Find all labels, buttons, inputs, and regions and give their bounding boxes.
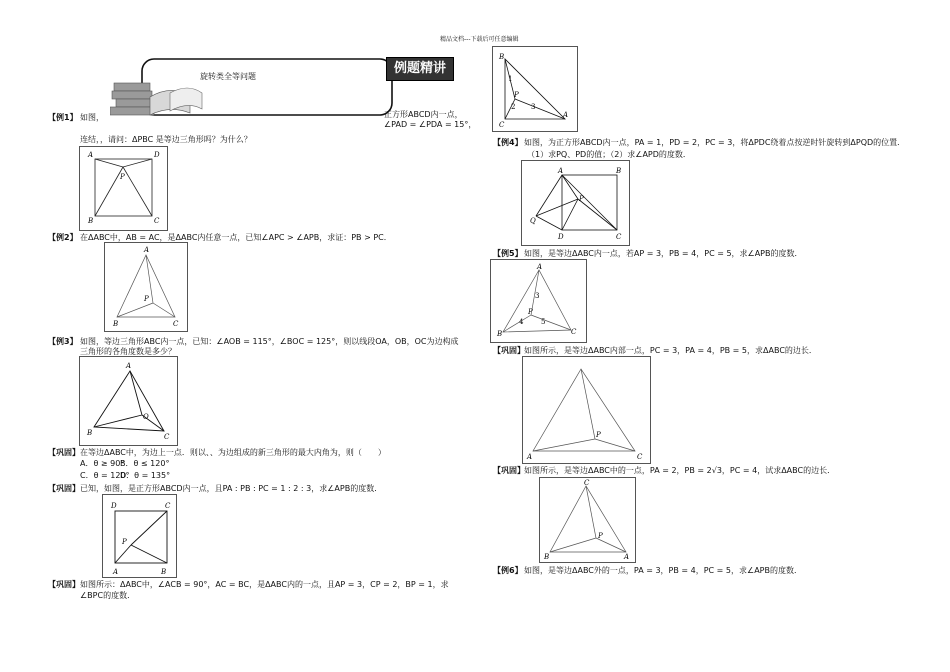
books-illustration <box>110 57 400 119</box>
label-P: P <box>144 295 149 303</box>
title-banner <box>110 57 400 119</box>
label-C: C <box>165 502 171 510</box>
label-P: P <box>122 538 127 546</box>
label-A: A <box>527 453 533 461</box>
label-P: P <box>596 431 601 439</box>
figure-gg4 <box>522 356 651 464</box>
label-C: C <box>637 453 643 461</box>
figure-gg2 <box>102 494 177 578</box>
num-4: 4 <box>519 318 524 326</box>
ex2-tag: 【例2】 <box>48 233 78 242</box>
ex1-right: 正方形ABCD内一点， <box>384 110 463 119</box>
label-B: B <box>88 217 94 225</box>
ex4-tag: 【例4】 <box>493 138 523 147</box>
label-C: C <box>571 328 577 336</box>
label-A: A <box>88 151 94 159</box>
label-A: A <box>113 568 119 576</box>
page-title: 旋转类全等问题 <box>200 72 256 81</box>
ex2-text: 在ΔABC中，AB = AC，是ΔABC内任意一点，已知∠APC > ∠APB，求证：PB > PC． <box>80 233 392 242</box>
label-B: B <box>497 330 503 338</box>
header-note: 精品文档---下载后可任意编辑 <box>440 36 519 43</box>
label-D: D <box>154 151 160 159</box>
label-C: C <box>499 121 505 129</box>
gg3-tag: 【巩固】 <box>48 580 80 589</box>
num-5: 5 <box>541 318 546 326</box>
label-B: B <box>544 553 550 561</box>
label-C: C <box>173 320 179 328</box>
figure-ex2 <box>104 242 188 332</box>
label-D: D <box>558 233 564 241</box>
gg1-opt-c: C．θ = 120° <box>80 471 130 480</box>
gg1-opt-a: A．θ ≥ 90° <box>80 459 125 468</box>
ex1-line2: 连结，，请问：ΔPBC 是等边三角形吗？为什么？ <box>80 135 252 144</box>
label-C: C <box>164 433 170 441</box>
label-A: A <box>558 167 564 175</box>
ex5-tag: 【例5】 <box>493 249 523 258</box>
label-B: B <box>161 568 167 576</box>
gg5-text: 如图所示，是等边ΔABC中的一点，PA = 2，PB = 2√3，PC = 4，试求ΔABC的边长． <box>524 466 836 475</box>
gg3-text: 如图所示：ΔABC中，∠ACB = 90°，AC = BC，是ΔABC内的一点，且AP = 3，CP = 2，BP = 1，求 <box>80 580 449 589</box>
gg2-text: 已知，如图，是正方形ABCD内一点，且PA : PB : PC = 1 : 2 : 3，求∠APB的度数． <box>80 484 383 493</box>
figure-ex3 <box>79 356 178 446</box>
gg1-tag: 【巩固】 <box>48 448 80 457</box>
ex4-text: 如图，为正方形ABCD内一点，PA = 1，PD = 2，PC = 3，将ΔPDC绕着点按逆时针旋转到ΔPQD的位置． <box>524 138 906 147</box>
label-C: C <box>616 233 622 241</box>
ex5-text: 如图，是等边ΔABC内一点，若AP = 3，PB = 4，PC = 5，求∠APB的度数． <box>524 249 803 258</box>
label-B: B <box>87 429 93 437</box>
figure-ex5 <box>490 259 587 343</box>
figure-ex4-top <box>492 46 578 132</box>
label-B: B <box>616 167 622 175</box>
figure-ex4 <box>521 160 630 246</box>
ex3-text: 如图，等边三角形ABC内一点，已知：∠AOB = 115°，∠BOC = 125°，则以线段OA，OB，OC为边构成 <box>80 337 459 346</box>
ex6-tag: 【例6】 <box>493 566 523 575</box>
label-A: A <box>144 246 150 254</box>
gg2-tag: 【巩固】 <box>48 484 80 493</box>
label-P: P <box>120 173 125 181</box>
num-1: 1 <box>508 75 513 83</box>
label-A: A <box>126 362 132 370</box>
ex3-line2: 三角形的各角度数是多少？ <box>80 347 176 356</box>
gg1-opt-d: D．θ = 135° <box>120 471 171 480</box>
gg4-text: 如图所示，是等边ΔABC内部一点，PC = 3，PA = 4，PB = 5，求ΔABC的边长． <box>524 346 817 355</box>
label-P: P <box>579 195 584 203</box>
label-O: O <box>143 413 149 421</box>
label-A: A <box>537 263 543 271</box>
ex6-text: 如图，是等边ΔABC外的一点，PA = 3，PB = 4，PC = 5，求∠APB的度数． <box>524 566 802 575</box>
ex1-text: 如图， <box>80 113 104 122</box>
label-Q: Q <box>530 217 536 225</box>
label-A: A <box>563 111 569 119</box>
label-P: P <box>598 532 603 540</box>
label-B: B <box>499 53 505 61</box>
section-logo: 例题精讲 <box>386 57 454 81</box>
figure-ex1 <box>79 146 168 231</box>
gg1-text: 在等边ΔABC中，为边上一点．则以、、为边组成的新三角形的最大内角为，则（ ） <box>80 448 386 457</box>
ex4-line2: （1）求PQ、PD的值；（2）求∠APD的度数． <box>527 150 691 159</box>
label-C: C <box>154 217 160 225</box>
label-B: B <box>113 320 119 328</box>
gg5-tag: 【巩固】 <box>493 466 525 475</box>
label-P: P <box>528 308 533 316</box>
ex1-right2: ∠PAD = ∠PDA = 15°， <box>384 120 477 129</box>
gg3-line2: ∠BPC的度数． <box>80 591 136 600</box>
num-3: 3 <box>531 103 536 111</box>
label-D: D <box>111 502 117 510</box>
gg1-opt-b: B．θ ≤ 120° <box>120 459 170 468</box>
ex1-tag: 【例1】 <box>48 113 78 122</box>
label-C: C <box>584 479 590 487</box>
num-2: 2 <box>511 103 516 111</box>
num-3: 3 <box>535 292 540 300</box>
label-A: A <box>624 553 630 561</box>
figure-gg5 <box>539 477 636 563</box>
label-P: P <box>514 91 519 99</box>
gg4-tag: 【巩固】 <box>493 346 525 355</box>
ex3-tag: 【例3】 <box>48 337 78 346</box>
